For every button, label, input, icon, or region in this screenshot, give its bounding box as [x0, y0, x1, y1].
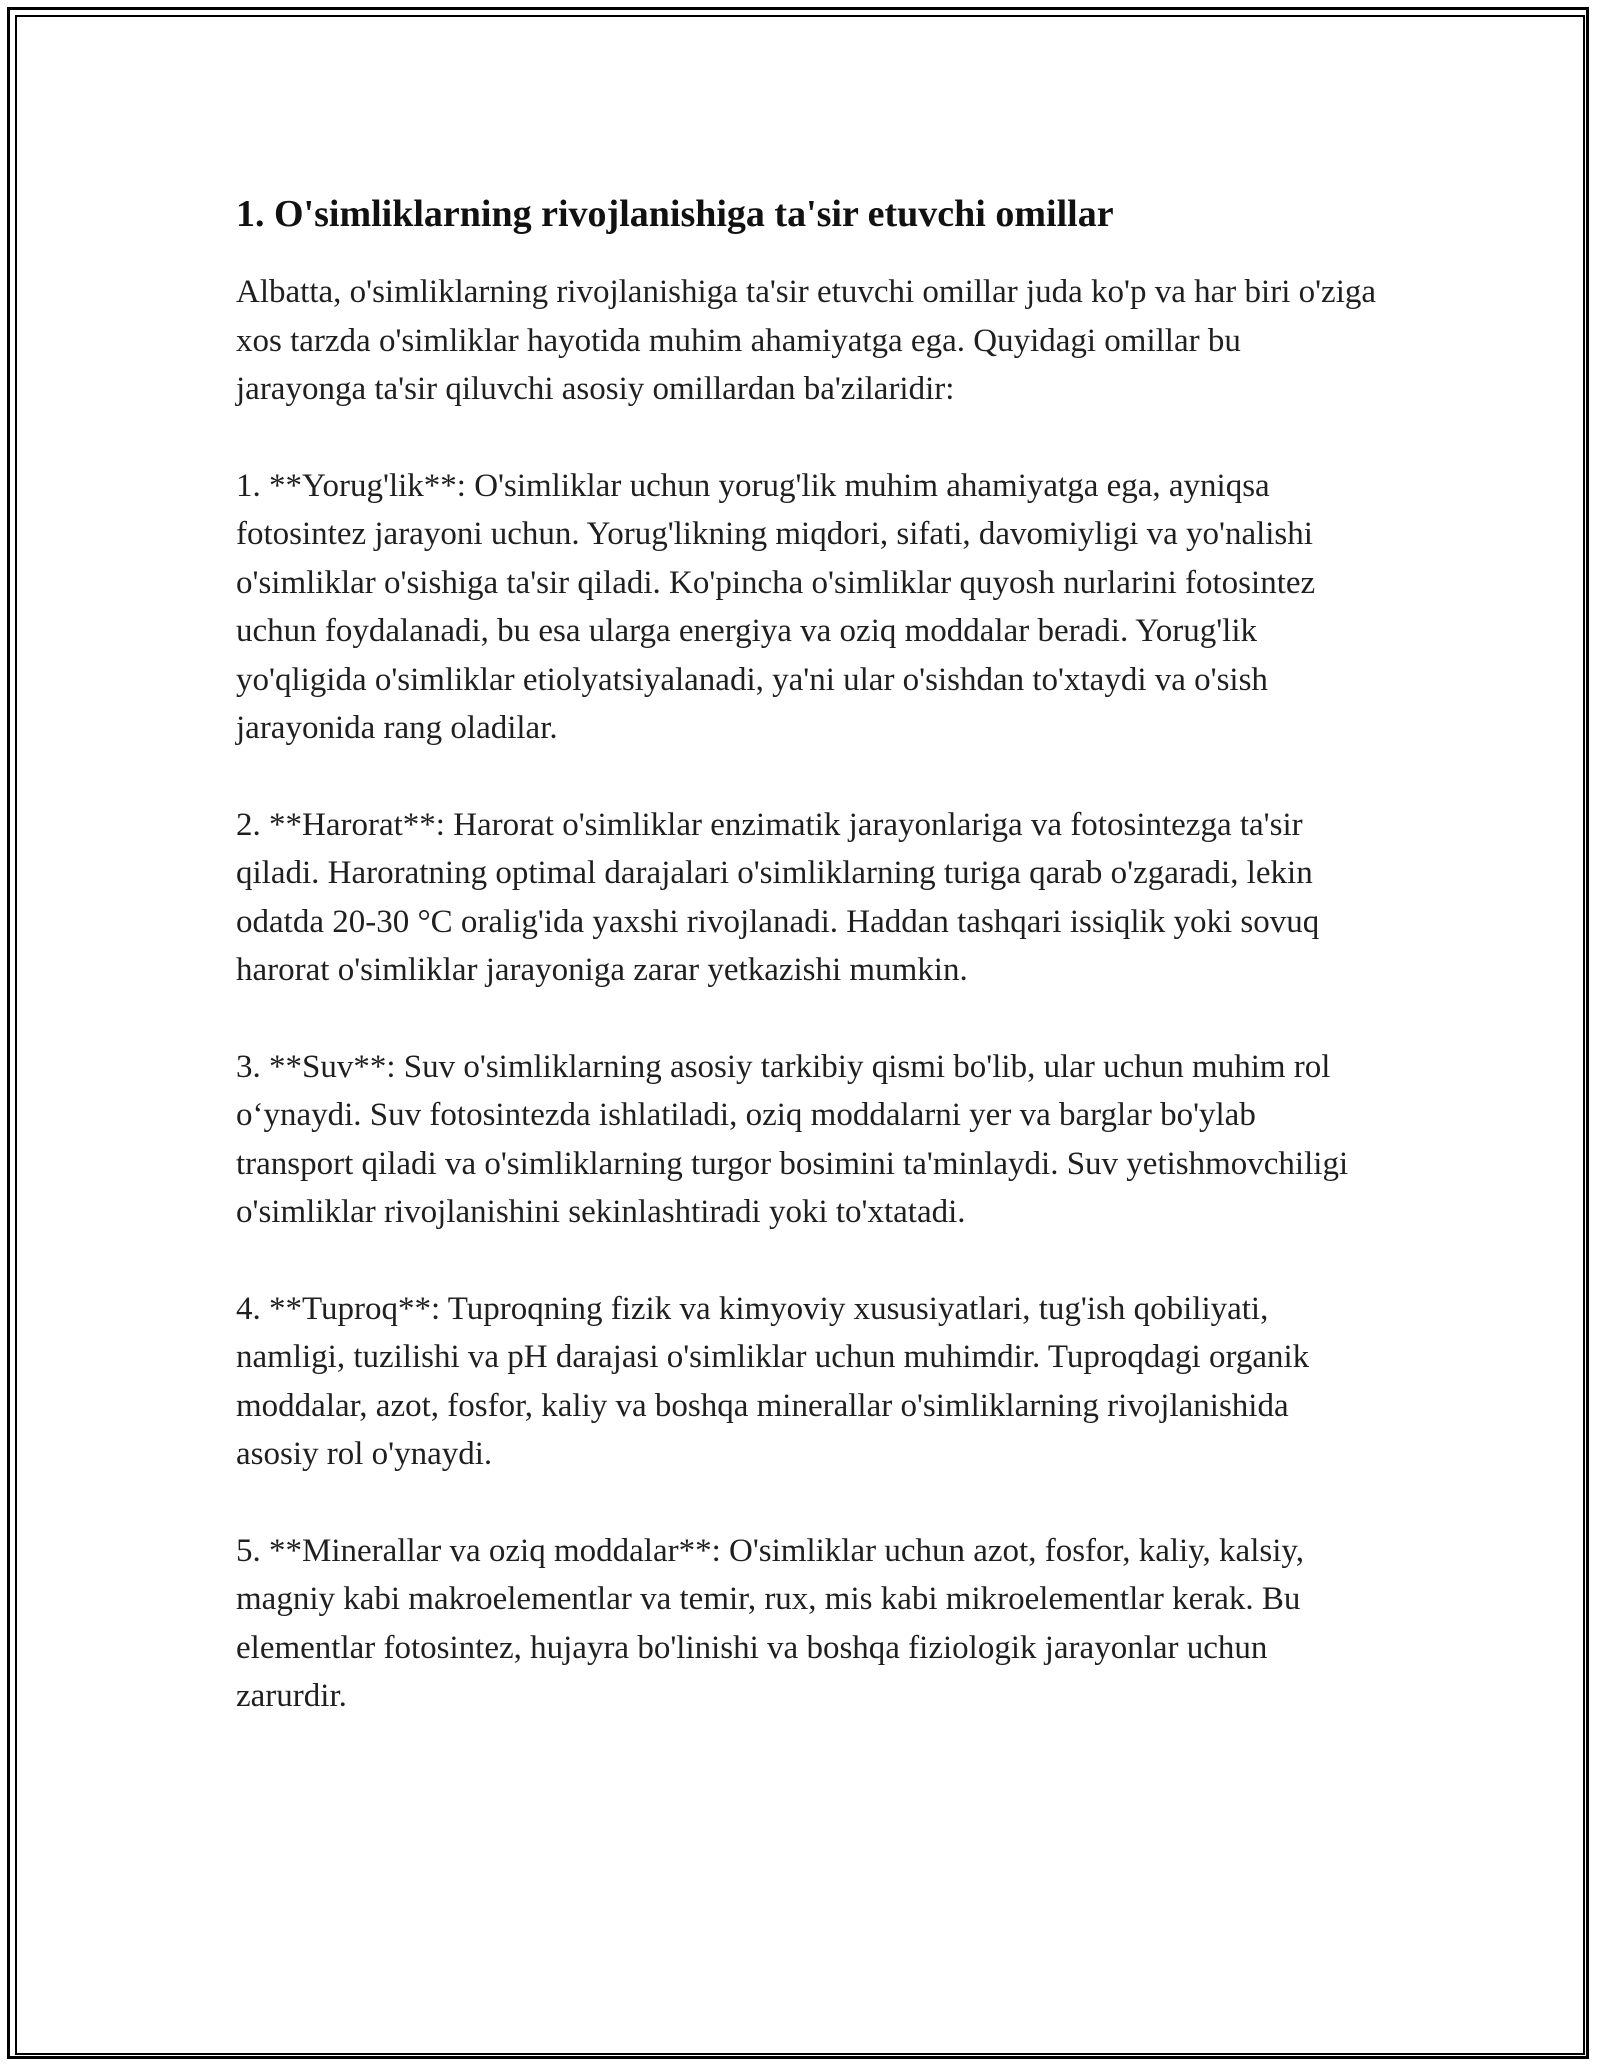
list-item-soil: 4. **Tuproq**: Tuproqning fizik va kimyoviy xususiyatlari, tug'ish qobiliyati, namligi, tuzilishi va pH darajasi o'simliklar uchun muhimdir. Tuproqdagi organik moddalar, azot, fosfor, kaliy va boshqa minerallar o'simliklarning rivojlanishida asosiy rol o'ynaydi.: [236, 1290, 1310, 1472]
list-item-light: 1. **Yorug'lik**: O'simliklar uchun yorug'lik muhim ahamiyatga ega, ayniqsa fotosintez jarayoni uchun. Yorug'likning miqdori, sifati, davomiyligi va yo'nalishi o'simliklar o'sishiga ta'sir qiladi. Ko'pincha o'simliklar quyosh nurlarini fotosintez uchun foydalanadi, bu esa ularga energiya va oziq moddalar beradi. Yorug'lik yo'qligida o'simliklar etiolyatsiyalanadi, ya'ni ular o'sishdan to'xtaydi va o'sish jarayonida rang oladilar.: [236, 467, 1316, 746]
intro-paragraph: Albatta, o'simliklarning rivojlanishiga ta'sir etuvchi omillar juda ko'p va har biri o'ziga xos tarzda o'simliklar hayotida muhim ahamiyatga ega. Quyidagi omillar bu jarayonga ta'sir qiluvchi asosiy omillardan ba'zilaridir:: [236, 274, 1377, 407]
document-title: 1. O'simliklarning rivojlanishiga ta'sir etuvchi omillar: [236, 193, 1114, 235]
list-item-minerals: 5. **Minerallar va oziq moddalar**: O'simliklar uchun azot, fosfor, kaliy, kalsiy, magniy kabi makroelementlar va temir, rux, mis kabi mikroelementlar kerak. Bu elementlar fotosintez, hujayra bo'linishi va boshqa fiziologik jarayonlar uchun zarurdir.: [236, 1532, 1304, 1714]
list-item-temperature: 2. **Harorat**: Harorat o'simliklar enzimatik jarayonlariga va fotosintezga ta'sir qiladi. Haroratning optimal darajalari o'simliklarning turiga qarab o'zgaradi, lekin odatda 20-30 °C oralig'ida yaxshi rivojlanadi. Haddan tashqari issiqlik yoki sovuq harorat o'simliklar jarayoniga zarar yetkazishi mumkin.: [236, 806, 1320, 988]
document-body: [236, 186, 1376, 1769]
list-item-water: 3. **Suv**: Suv o'simliklarning asosiy tarkibiy qismi bo'lib, ular uchun muhim rol o‘ynaydi. Suv fotosintezda ishlatiladi, oziq moddalarni yer va barglar bo'ylab transport qiladi va o'simliklarning turgor bosimini ta'minlaydi. Suv yetishmovchiligi o'simliklar rivojlanishini sekinlashtiradi yoki to'xtatadi.: [236, 1048, 1349, 1230]
